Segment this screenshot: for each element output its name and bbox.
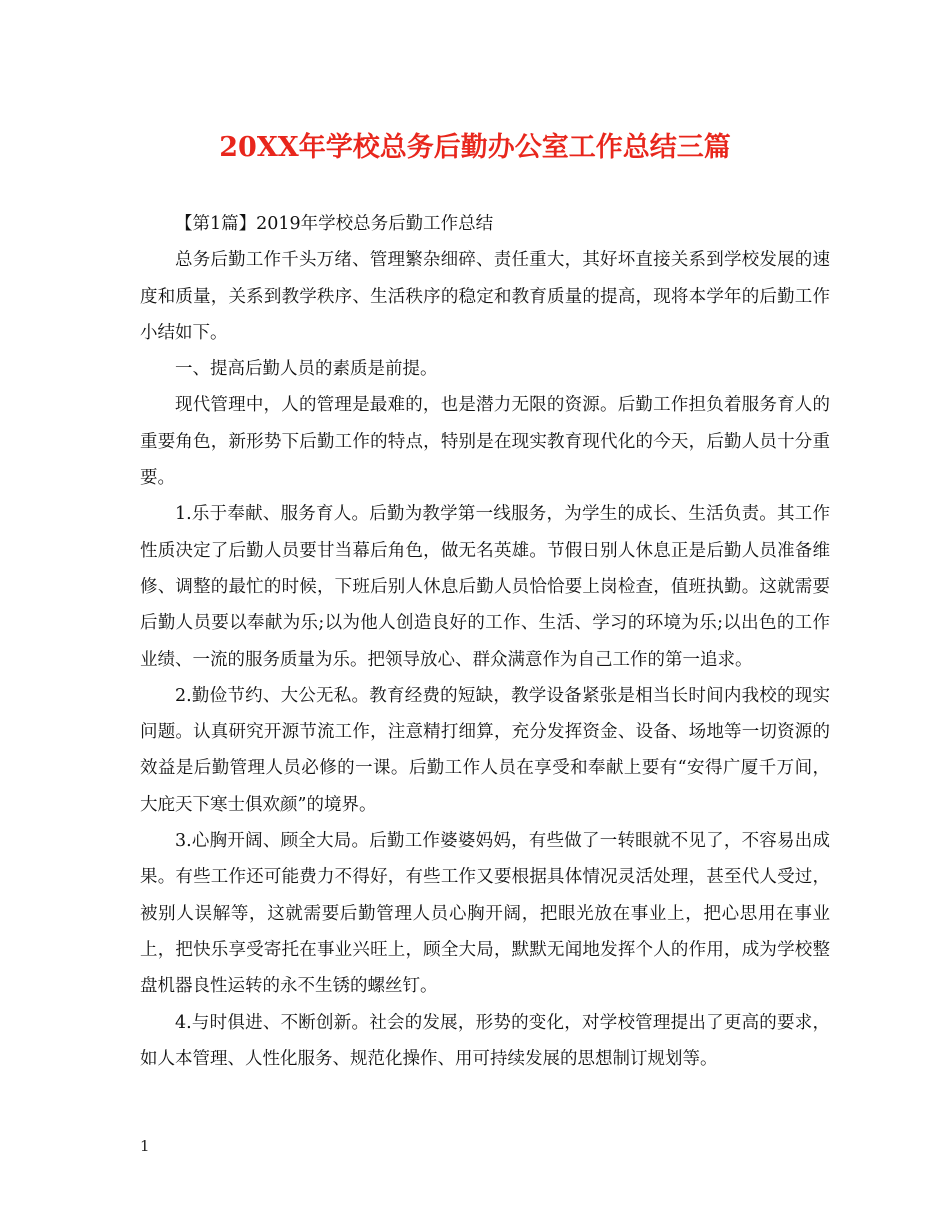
- paragraph: 现代管理中，人的管理是最难的，也是潜力无限的资源。后勤工作担负着服务育人的重要角色，新形势下后勤工作的特点，特别是在现实教育现代化的今天，后勤人员十分重要。: [140, 395, 830, 489]
- document-title: 20XX年学校总务后勤办公室工作总结三篇: [219, 132, 731, 163]
- section-heading: 【第1篇】2019年学校总务后勤工作总结: [175, 214, 494, 234]
- paragraph: 2.勤俭节约、大公无私。教育经费的短缺，教学设备紧张是相当长时间内我校的现实问题。认真研究开源节流工作，注意精打细算，充分发挥资金、设备、场地等一切资源的效益是后勤管理人员必修的一课。后勤工作人员在享受和奉献上要有“安得广厦千万间，大庇天下寒士俱欢颜”的境界。: [140, 685, 830, 815]
- document-body: [140, 206, 830, 1077]
- page-number: 1: [140, 1137, 150, 1155]
- paragraph: 1.乐于奉献、服务育人。后勤为教学第一线服务，为学生的成长、生活负责。其工作性质决定了后勤人员要甘当幕后角色，做无名英雄。节假日别人休息正是后勤人员准备维修、调整的最忙的时候，下班后别人休息后勤人员恰恰要上岗检查，值班执勤。这就需要后勤人员要以奉献为乐;以为他人创造良好的工作、生活、学习的环境为乐;以出色的工作业绩、一流的服务质量为乐。把领导放心、群众满意作为自己工作的第一追求。: [140, 504, 830, 670]
- subheading: 一、提高后勤人员的素质是前提。: [175, 359, 438, 380]
- paragraph: 3.心胸开阔、顾全大局。后勤工作婆婆妈妈，有些做了一转眼就不见了，不容易出成果。有些工作还可能费力不得好，有些工作又要根据具体情况灵活处理，甚至代人受过，被别人误解等，这就需要后勤管理人员心胸开阔，把眼光放在事业上，把心思用在事业上，把快乐享受寄托在事业兴旺上，顾全大局，默默无闻地发挥个人的作用，成为学校整盘机器良性运转的永不生锈的螺丝钉。: [140, 831, 830, 997]
- paragraph: 总务后勤工作千头万绪、管理繁杂细碎、责任重大，其好坏直接关系到学校发展的速度和质量，关系到教学秩序、生活秩序的稳定和教育质量的提高，现将本学年的后勤工作小结如下。: [140, 250, 830, 343]
- paragraph: 4.与时俱进、不断创新。社会的发展，形势的变化，对学校管理提出了更高的要求，如人本管理、人性化服务、规范化操作、用可持续发展的思想制订规划等。: [140, 1012, 830, 1069]
